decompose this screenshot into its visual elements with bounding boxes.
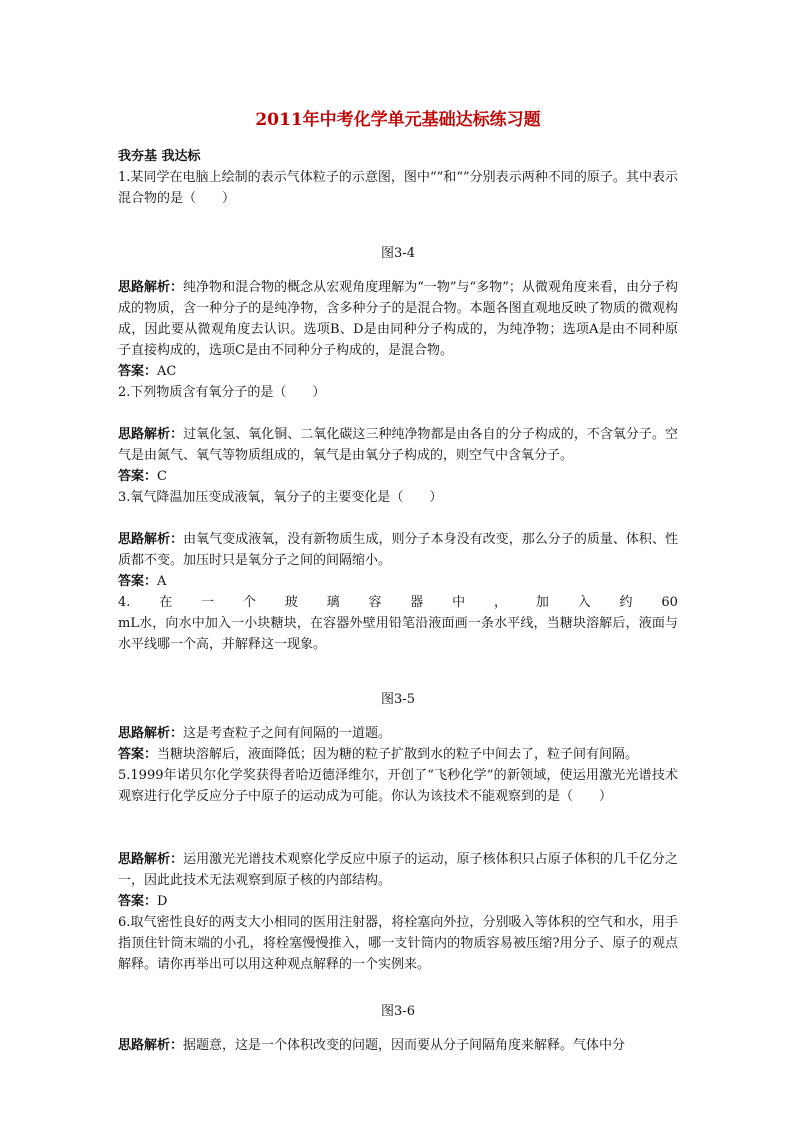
analysis-text: 由氧气变成液氧，没有新物质生成，则分子本身没有改变，那么分子的质量、体积、性质都不变。加压时只是氧分子之间的间隔缩小。 [118,532,678,568]
options-space [118,403,678,424]
answer-3 [118,571,678,592]
answer-label: 答案： [118,469,158,484]
question-5: 5.1999年诺贝尔化学奖获得者哈迈德泽维尔，开创了“飞秒化学”的新领域，使运用激光光谱技术观察进行化学反应分子中原子的运动成为可能。你认为该技术不能观察到的是（ ） [118,768,678,804]
question-6: 6.取气密性良好的两支大小相同的医用注射器，将栓塞向外拉，分别吸入等体积的空气和水，用手指顶住针筒末端的小孔，将栓塞慢慢推入，哪一支针筒内的物质容易被压缩?用分子、原子的观点解释。请你再举出可以用这种观点解释的一个实例来。 [118,915,678,972]
analysis-label: 思路解析： [118,532,184,547]
question-3: 3.氧气降温加压变成液氧，氧分子的主要变化是（ ） [118,490,443,505]
analysis-text: 过氧化氢、氧化铜、二氧化碳这三种纯净物都是由各自的分子构成的，不含氧分子。空气是由氮气、氧气等物质组成的，氧气是由氧分子构成的，则空气中含氧分子。 [118,427,678,463]
analysis-text: 这是考查粒子之间有间隔的一道题。 [183,726,392,741]
analysis-text: 纯净物和混合物的概念从宏观角度理解为“一物”与“多物”；从微观角度来看，由分子构成的物质，含一种分子的是纯净物，含多种分子的是混合物。本题各图直观地反映了物质的微观构成，因此要从微观角度去认识。选项B、D是由同种分子构成的，为纯净物；选项A是由不同种原子直接构成的，选项C是由不同种分子构成的，是混合物。 [118,280,678,358]
analysis-text: 据题意，这是一个体积改变的问题，因而要从分子间隔角度来解释。气体中分 [183,1038,626,1053]
answer-2 [118,466,678,487]
answer-text: C [157,469,167,484]
analysis-label: 思路解析： [118,726,184,741]
question-1: 1.某同学在电脑上绘制的表示气体粒子的示意图，图中“”和“”分别表示两种不同的原子。其中表示混合物的是（ ） [118,170,678,206]
answer-label: 答案： [118,747,158,762]
figure-space [118,209,678,230]
answer-text: AC [157,364,177,379]
analysis-6 [118,1035,678,1056]
figure-space [118,975,678,988]
answer-text: D [157,894,168,909]
analysis-5 [118,849,678,891]
analysis-2 [118,424,678,466]
answer-text: A [157,574,167,589]
answer-4 [118,744,678,765]
options-space [118,508,678,529]
answer-label: 答案： [118,894,158,909]
answer-label: 答案： [118,574,158,589]
question-4: mL水，向水中加入一小块糖块，在容器外壁用铅笔沿液面画一条水平线，当糖块溶解后，液面与水平线哪一个高，并解释这一现象。 [118,616,678,652]
section-heading: 我夯基 我达标 [118,149,201,164]
answer-5 [118,891,678,912]
document-page [118,108,678,1056]
answer-label: 答案： [118,364,158,379]
question-2: 2.下列物质含有氧分子的是（ ） [118,385,326,400]
figure-caption-1: 图3-4 [381,246,415,261]
figure-caption-3: 图3-6 [381,1004,415,1019]
answer-text: 当糖块溶解后，液面降低；因为糖的粒子扩散到水的粒子中间去了，粒子间有间隔。 [157,747,639,762]
analysis-3 [118,529,678,571]
page-title: 2011年中考化学单元基础达标练习题 [255,110,541,130]
answer-1 [118,361,678,382]
options-space [118,807,678,849]
analysis-label: 思路解析： [118,852,184,867]
analysis-label: 思路解析： [118,1038,184,1053]
analysis-1 [118,277,678,361]
figure-caption-2: 图3-5 [381,692,415,707]
analysis-label: 思路解析： [118,280,184,295]
analysis-label: 思路解析： [118,427,184,442]
analysis-4 [118,723,678,744]
analysis-text: 运用激光光谱技术观察化学反应中原子的运动，原子核体积只占原子体积的几千亿分之一，因此此技术无法观察到原子核的内部结构。 [118,852,678,888]
question-4-first-line: 4. 在 一 个 玻 璃 容 器 中 ， 加 入 约 60 [118,595,678,610]
figure-space [118,655,678,676]
